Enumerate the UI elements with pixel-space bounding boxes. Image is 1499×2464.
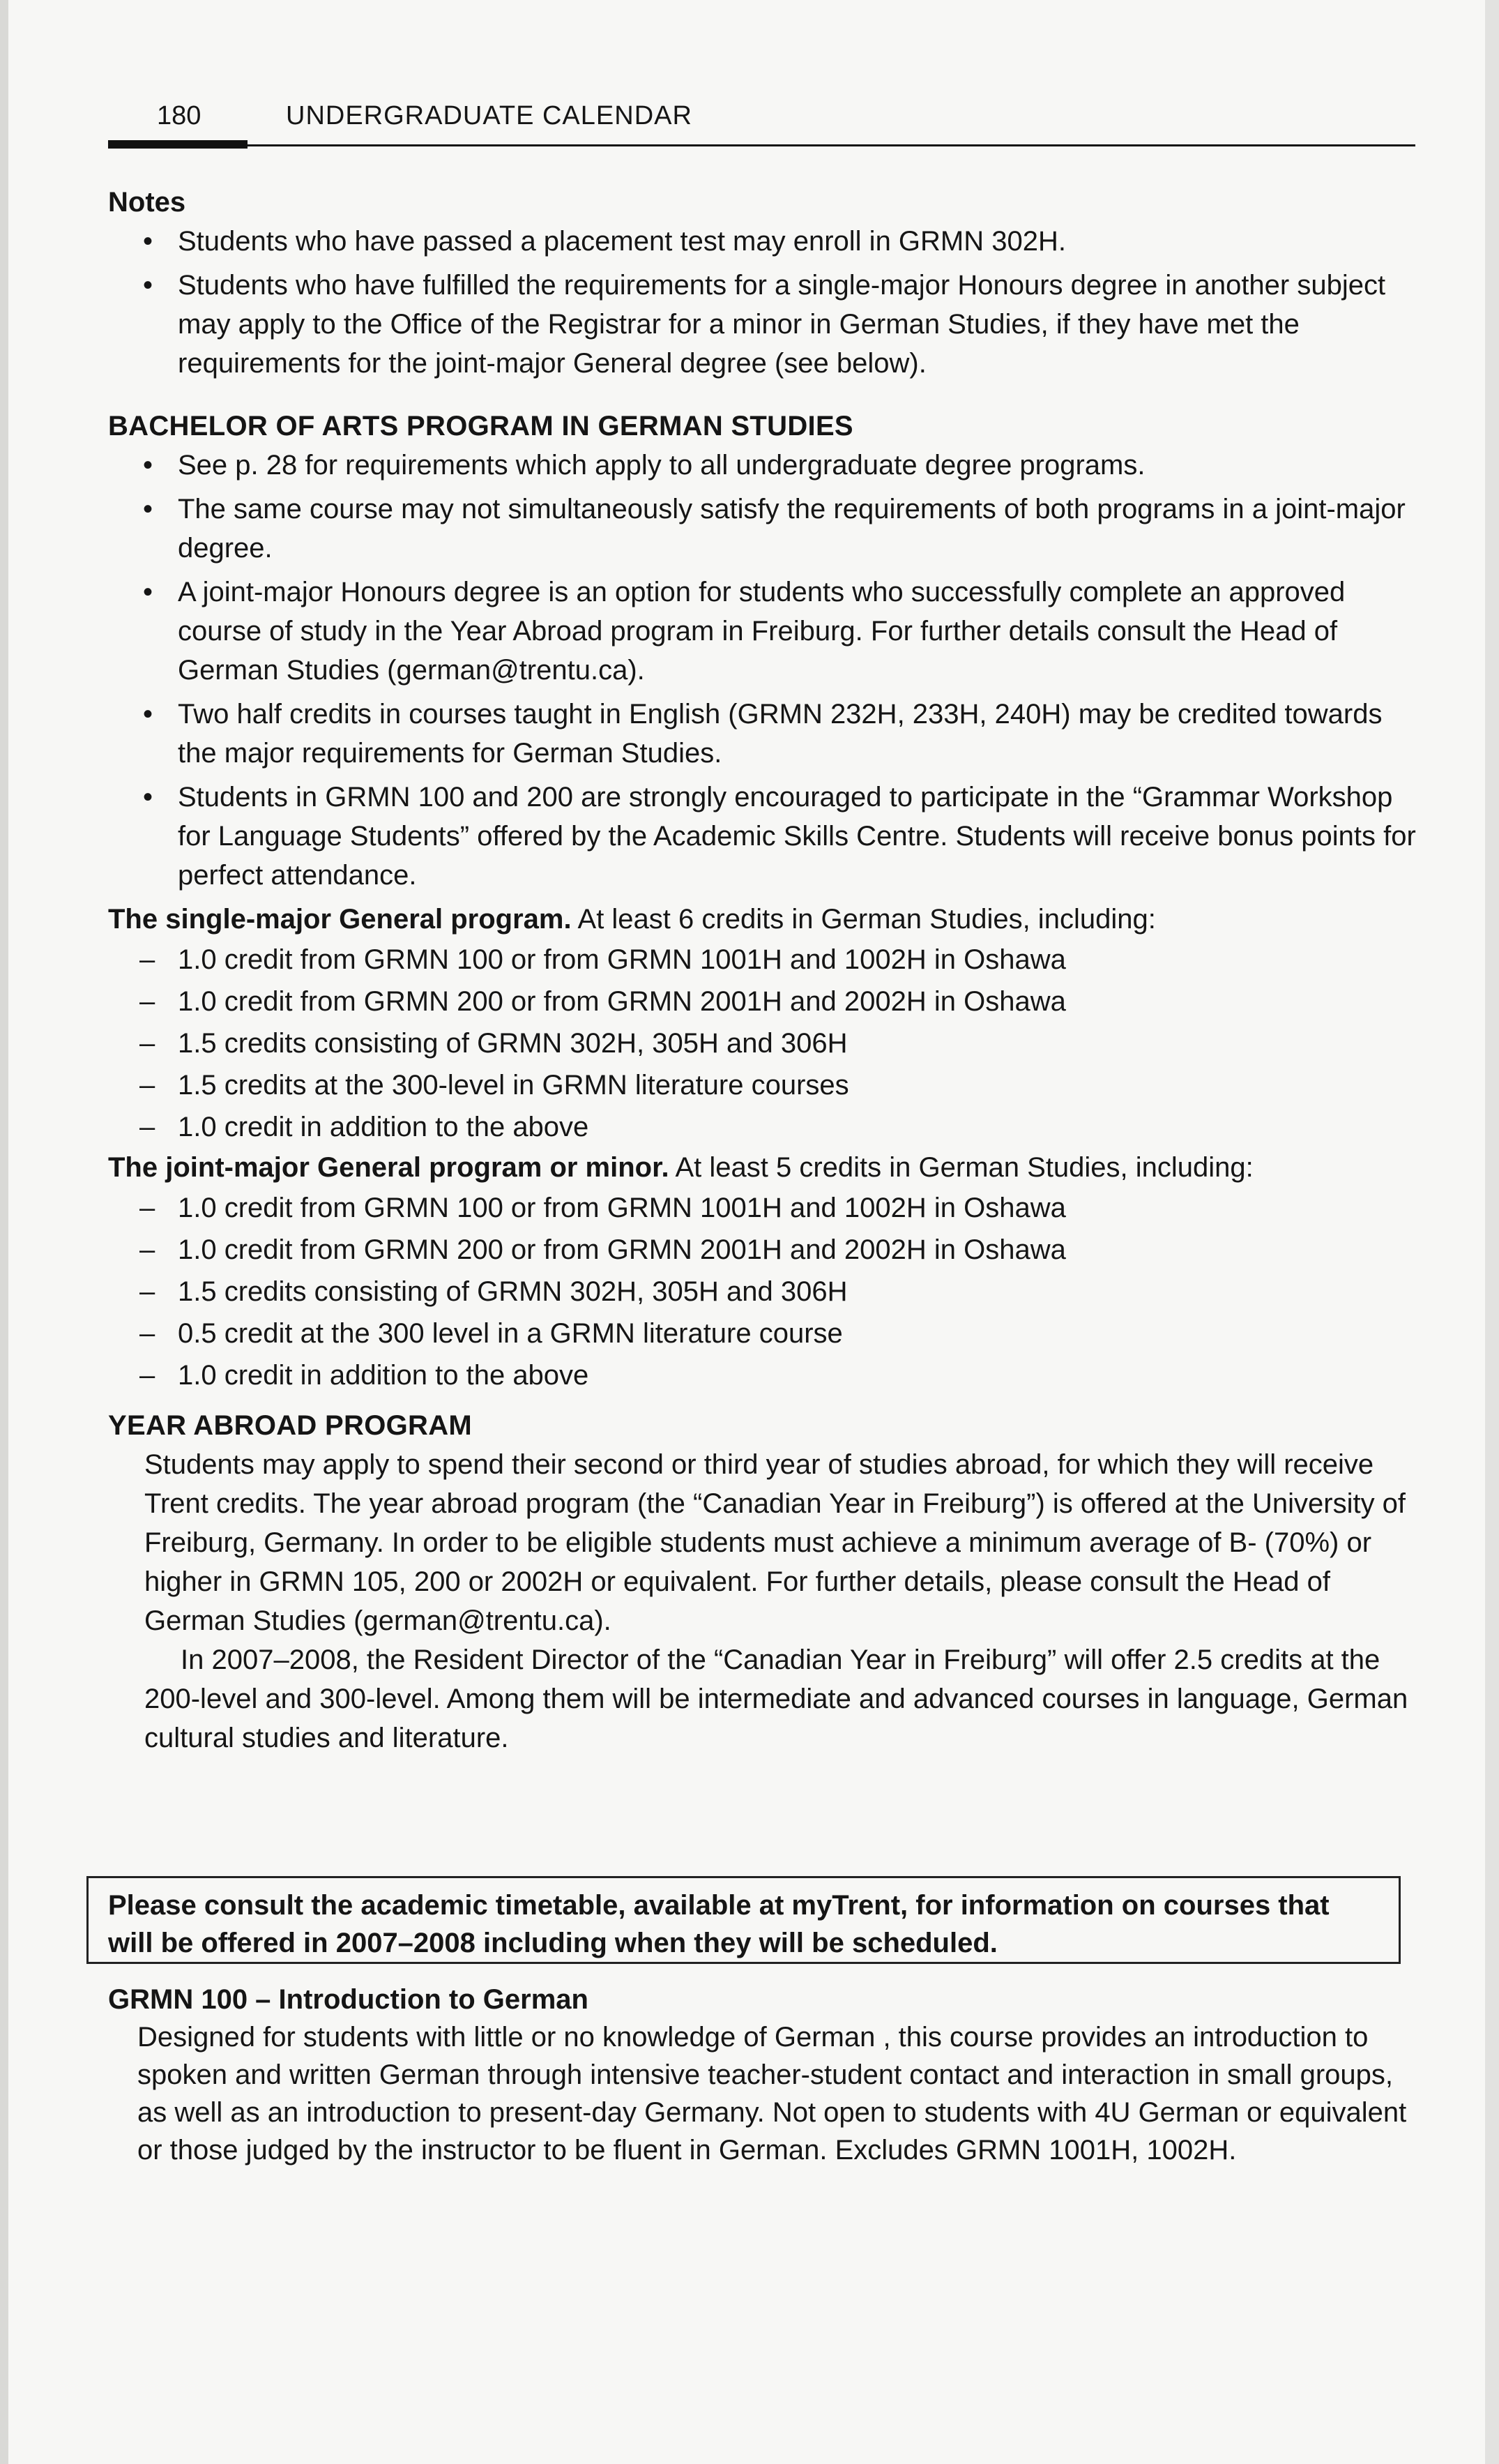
- list-item: – 1.0 credit from GRMN 100 or from GRMN 1001H and 1002H in Oshawa: [178, 1187, 1419, 1229]
- single-major-text: At least 6 credits in German Studies, including:: [571, 904, 1156, 935]
- list-item: • The same course may not simultaneously satisfy the requirements of both programs in a joint-major degree.: [178, 490, 1419, 568]
- header-rule: [108, 144, 1415, 146]
- running-title: UNDERGRADUATE CALENDAR: [286, 101, 692, 130]
- year-abroad-heading: YEAR ABROAD PROGRAM: [108, 1410, 473, 1441]
- list-item: – 0.5 credit at the 300 level in a GRMN literature course: [178, 1313, 1419, 1354]
- page-number: 180: [157, 101, 201, 130]
- year-abroad-paragraph-1: Students may apply to spend their second or third year of studies abroad, for which they will receive Trent credits. The year abroad program (the “Canadian Year in Freiburg”) is offered at the University of Freiburg, Germany. In order to be eligible students must achieve a minimum average of B- (70%) or higher in GRMN 105, 200 or 2002H or equivalent. For further details, please consult the Head of German Studies (german@trentu.ca).: [144, 1449, 1406, 1636]
- list-item: • A joint-major Honours degree is an option for students who successfully complete an approved course of study in the Year Abroad program in Freiburg. For further details consult the Head of German Studies (german@trentu.ca).: [178, 573, 1419, 690]
- main-content: [108, 183, 1419, 1758]
- course-title: GRMN 100 – Introduction to German: [108, 1984, 588, 2015]
- ba-program-list: [108, 446, 1419, 895]
- list-item: – 1.0 credit in addition to the above: [178, 1106, 1419, 1148]
- timetable-notice-box: Please consult the academic timetable, available at myTrent, for information on courses that will be offered in 2007–2008 including when they will be scheduled.: [86, 1876, 1401, 1964]
- page-header: [108, 101, 1415, 150]
- list-item: – 1.0 credit from GRMN 200 or from GRMN 2001H and 2002H in Oshawa: [178, 1229, 1419, 1271]
- list-item: – 1.5 credits consisting of GRMN 302H, 305H and 306H: [178, 1022, 1419, 1064]
- list-item: – 1.5 credits consisting of GRMN 302H, 305H and 306H: [178, 1271, 1419, 1313]
- notes-heading: Notes: [108, 187, 186, 218]
- list-item: – 1.0 credit from GRMN 100 or from GRMN 1001H and 1002H in Oshawa: [178, 939, 1419, 981]
- list-item: • See p. 28 for requirements which apply to all undergraduate degree programs.: [178, 446, 1419, 485]
- course-description: Designed for students with little or no knowledge of German , this course provides an introduction to spoken and written German through intensive teacher-student contact and interaction in small groups, as well as an introduction to present-day Germany. Not open to students with 4U German or equivalent or those judged by the instructor to be fluent in German. Excludes GRMN 1001H, 1002H.: [137, 2022, 1407, 2166]
- list-item: – 1.0 credit in addition to the above: [178, 1354, 1419, 1396]
- single-major-intro: [108, 900, 1419, 939]
- notes-list: [108, 222, 1419, 383]
- ba-program-heading: BACHELOR OF ARTS PROGRAM IN GERMAN STUDIES: [108, 411, 853, 441]
- list-item: – 1.0 credit from GRMN 200 or from GRMN 2001H and 2002H in Oshawa: [178, 981, 1419, 1022]
- list-item: • Students who have passed a placement test may enroll in GRMN 302H.: [178, 222, 1419, 261]
- list-item: • Two half credits in courses taught in English (GRMN 232H, 233H, 240H) may be credited towards the major requirements for German Studies.: [178, 695, 1419, 773]
- year-abroad-paragraph-2: In 2007–2008, the Resident Director of the “Canadian Year in Freiburg” will offer 2.5 credits at the 200-level and 300-level. Among them will be intermediate and advanced courses in language, German cultural studies and literature.: [144, 1645, 1408, 1753]
- joint-major-requirements: [108, 1187, 1419, 1396]
- joint-major-lead: The joint-major General program or minor.: [108, 1152, 669, 1183]
- course-entry: [108, 1981, 1419, 2169]
- list-item: • Students who have fulfilled the requirements for a single-major Honours degree in another subject may apply to the Office of the Registrar for a minor in German Studies, if they have met the requirements for the joint-major General degree (see below).: [178, 266, 1419, 383]
- joint-major-intro: [108, 1148, 1419, 1187]
- single-major-requirements: [108, 939, 1419, 1148]
- single-major-lead: The single-major General program.: [108, 904, 572, 935]
- header-rule-accent: [108, 140, 248, 149]
- joint-major-text: At least 5 credits in German Studies, including:: [669, 1152, 1254, 1183]
- list-item: • Students in GRMN 100 and 200 are strongly encouraged to participate in the “Grammar Workshop for Language Students” offered by the Academic Skills Centre. Students will receive bonus points for perfect attendance.: [178, 778, 1419, 895]
- list-item: – 1.5 credits at the 300-level in GRMN literature courses: [178, 1064, 1419, 1106]
